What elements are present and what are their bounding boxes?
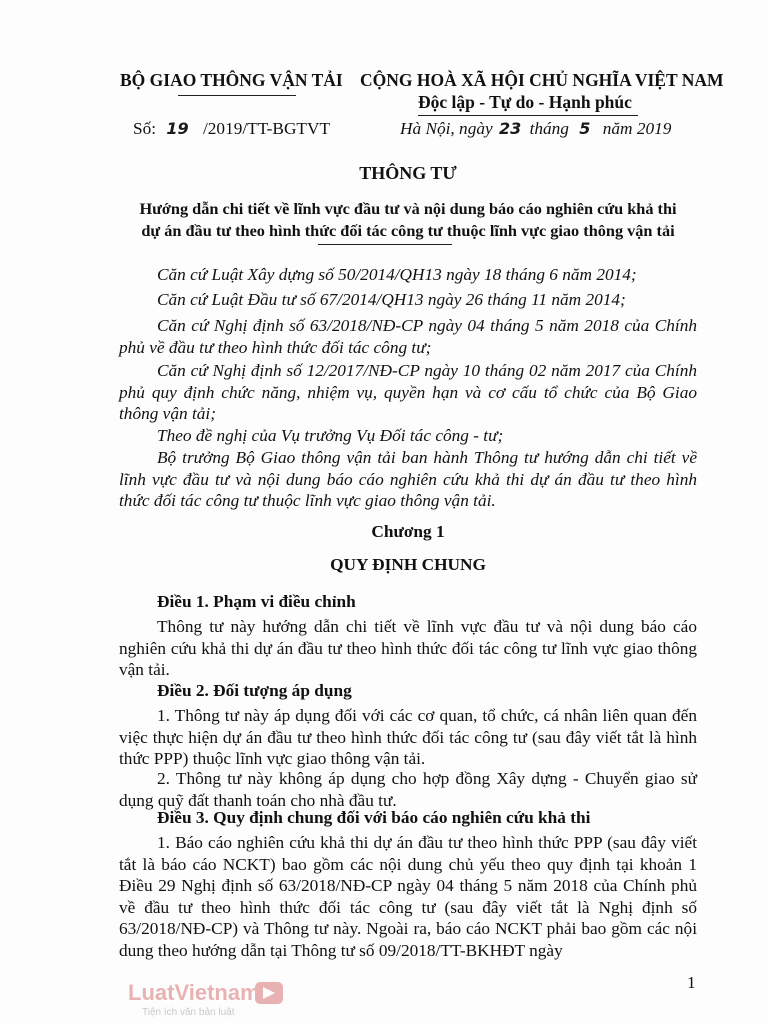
subject-underline [318,244,452,245]
preamble-6: Bộ trưởng Bộ Giao thông vận tải ban hành Thông tư hướng dẫn chi tiết về lĩnh vực đầu tư và nội dung báo cáo nghiên cứu khả thi dự án đầu tư theo hình thức đối tác công tư thuộc lĩnh vực giao thông vận tải. [119,448,697,510]
luatvietnam-watermark-logo [128,980,288,1022]
arrow-right-icon [255,982,283,1004]
article-3-paragraph-1: 1. Báo cáo nghiên cứu khả thi dự án đầu tư theo hình thức PPP (sau đây viết tắt là báo cáo NCKT) bao gồm các nội dung chủ yếu theo quy định tại khoản 1 Điều 29 Nghị định số 63/2018/NĐ-CP ngày 04 tháng 5 năm 2018 của Chính phủ về đầu tư theo hình thức đối tác công tư (sau đây viết tắt là Nghị định số 63/2018/NĐ-CP) và Thông tư này. Ngoài ra, báo cáo NCKT phải bao gồm các nội dung theo hướng dẫn tại Thông tư số 09/2018/TT-BKHĐT ngày [119,833,697,960]
preamble-1: Căn cứ Luật Xây dựng số 50/2014/QH13 ngày 18 tháng 6 năm 2014; [157,265,637,284]
document-subject-line-1: Hướng dẫn chi tiết về lĩnh vực đầu tư và nội dung báo cáo nghiên cứu khả thi [139,199,677,218]
page-number: 1 [687,973,696,992]
ministry-underline [178,95,296,96]
preamble-2: Căn cứ Luật Đầu tư số 67/2014/QH13 ngày 26 tháng 11 năm 2014; [157,290,626,309]
preamble-3: Căn cứ Nghị định số 63/2018/NĐ-CP ngày 04 tháng 5 năm 2018 của Chính phủ về đầu tư theo hình thức đối tác công tư; [119,316,697,357]
chapter-title: QUY ĐỊNH CHUNG [330,555,486,574]
chapter-number: Chương 1 [371,522,445,541]
motto-underline [418,115,638,116]
national-motto: Độc lập - Tự do - Hạnh phúc [418,92,632,112]
place-date [400,118,671,140]
preamble-5: Theo đề nghị của Vụ trưởng Vụ Đối tác công - tư; [157,426,504,445]
watermark-tagline: Tiện ích văn bản luật [142,1007,235,1018]
article-2-title: Điều 2. Đối tượng áp dụng [157,681,352,700]
month-handwritten: 5 [579,119,591,138]
document-type: THÔNG TƯ [359,163,457,183]
number-handwritten: 19 [166,119,189,138]
article-1-title: Điều 1. Phạm vi điều chỉnh [157,592,356,611]
watermark-brand: LuatVietnam [128,980,260,1005]
article-2-paragraph-1: 1. Thông tư này áp dụng đối với các cơ quan, tổ chức, cá nhân liên quan đến việc thực hiện dự án đầu tư theo hình thức đối tác công tư (sau đây viết tắt là hình thức PPP) thuộc lĩnh vực giao thông vận tải. [119,706,697,768]
document-number [133,118,330,140]
ministry-name: BỘ GIAO THÔNG VẬN TẢI [120,70,343,90]
preamble-4: Căn cứ Nghị định số 12/2017/NĐ-CP ngày 10 tháng 02 năm 2017 của Chính phủ quy định chức năng, nhiệm vụ, quyền hạn và cơ cấu tổ chức của Bộ Giao thông vận tải; [119,361,697,423]
document-subject-line-2: dự án đầu tư theo hình thức đối tác công tư thuộc lĩnh vực giao thông vận tải [141,221,675,240]
number-prefix: Số: [133,119,157,138]
month-label: tháng [529,119,569,138]
article-3-title: Điều 3. Quy định chung đối với báo cáo nghiên cứu khả thi [157,808,591,827]
country-name: CỘNG HOÀ XÃ HỘI CHỦ NGHĨA VIỆT NAM [360,70,724,90]
day-handwritten: 23 [498,119,522,138]
number-suffix: /2019/TT-BGTVT [202,119,331,138]
article-1-paragraph: Thông tư này hướng dẫn chi tiết về lĩnh vực đầu tư và nội dung báo cáo nghiên cứu khả thi dự án đầu tư theo hình thức đối tác công tư lĩnh vực giao thông vận tải. [119,617,697,679]
year-text: năm 2019 [602,119,672,138]
place-date-prefix: Hà Nội, ngày [400,119,493,138]
article-2-paragraph-2: 2. Thông tư này không áp dụng cho hợp đồng Xây dựng - Chuyển giao sử dụng quỹ đất thanh toán cho nhà đầu tư. [119,769,697,810]
